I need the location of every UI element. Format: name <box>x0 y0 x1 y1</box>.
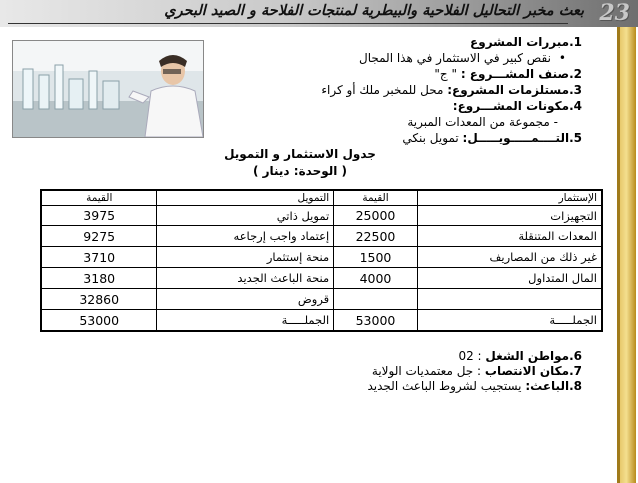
page-number: 23 <box>599 0 630 26</box>
header-financing: التمويل <box>157 190 334 206</box>
title-underline <box>8 23 568 24</box>
table-header-row <box>41 190 602 206</box>
list-item-justification: 1.مبررات المشروع <box>470 35 582 49</box>
list-item-promoter: 8.الباعث: يستجيب لشروط الباعث الجديد <box>367 379 582 393</box>
lab-scientist-image <box>13 41 203 137</box>
table-row: قروض 32860 <box>41 289 602 310</box>
list-item-requirements: 3.مستلزمات المشروع: محل للمخبر ملك أو كراء <box>321 83 582 97</box>
list-item-components: 4.مكونات المشـــروع: <box>452 99 582 113</box>
decorative-border <box>620 27 636 483</box>
table-row: المعدات المتنقلة 22500 إعتماد واجب إرجاعه 9275 <box>41 226 602 247</box>
list-item-location: 7.مكان الانتصاب : جل معتمديات الولاية <box>371 364 582 378</box>
list-item-financing: 5.التــــمـــــويـــــل: تمويل بنكي <box>402 131 582 145</box>
table-total-row: الجملـــــة 53000 الجملـــــة 53000 <box>41 310 602 332</box>
header-financing-value: القيمة <box>41 190 157 206</box>
page-title: بعث مخبر التحاليل الفلاحية والبيطرية لمنتجات الفلاحة و الصيد البحري <box>164 3 584 19</box>
header-bar <box>0 0 638 27</box>
investment-financing-table <box>40 189 603 332</box>
table-row: المال المتداول 4000 منحة الباعث الجديد 3180 <box>41 268 602 289</box>
list-item-jobs: 6.مواطن الشغل : 02 <box>458 349 582 363</box>
table-row: التجهيزات 25000 تمويل ذاتي 3975 <box>41 206 602 226</box>
list-item-project-type: 2.صنف المشـــروع : " ج" <box>434 67 582 81</box>
lab-photo <box>12 40 204 138</box>
table-unit: ( الوحدة: دينار ) <box>252 164 348 178</box>
list-item-components-sub: - مجموعة من المعدات المبرية <box>407 115 558 129</box>
table-title: جدول الاستثمار و التمويل <box>224 147 376 161</box>
project-extra-details <box>162 349 582 394</box>
list-item-justification-bullet: •نقص كبير في الاستثمار في هذا المجال <box>358 51 566 65</box>
table-row: غير ذلك من المصاريف 1500 منحة إستثمار 3710 <box>41 247 602 268</box>
header-value: القيمة <box>334 190 418 206</box>
table-title-block <box>200 146 400 180</box>
header-investment: الإستثمار <box>417 190 602 206</box>
bullet-icon: • <box>558 51 566 65</box>
project-details-list <box>212 34 582 146</box>
